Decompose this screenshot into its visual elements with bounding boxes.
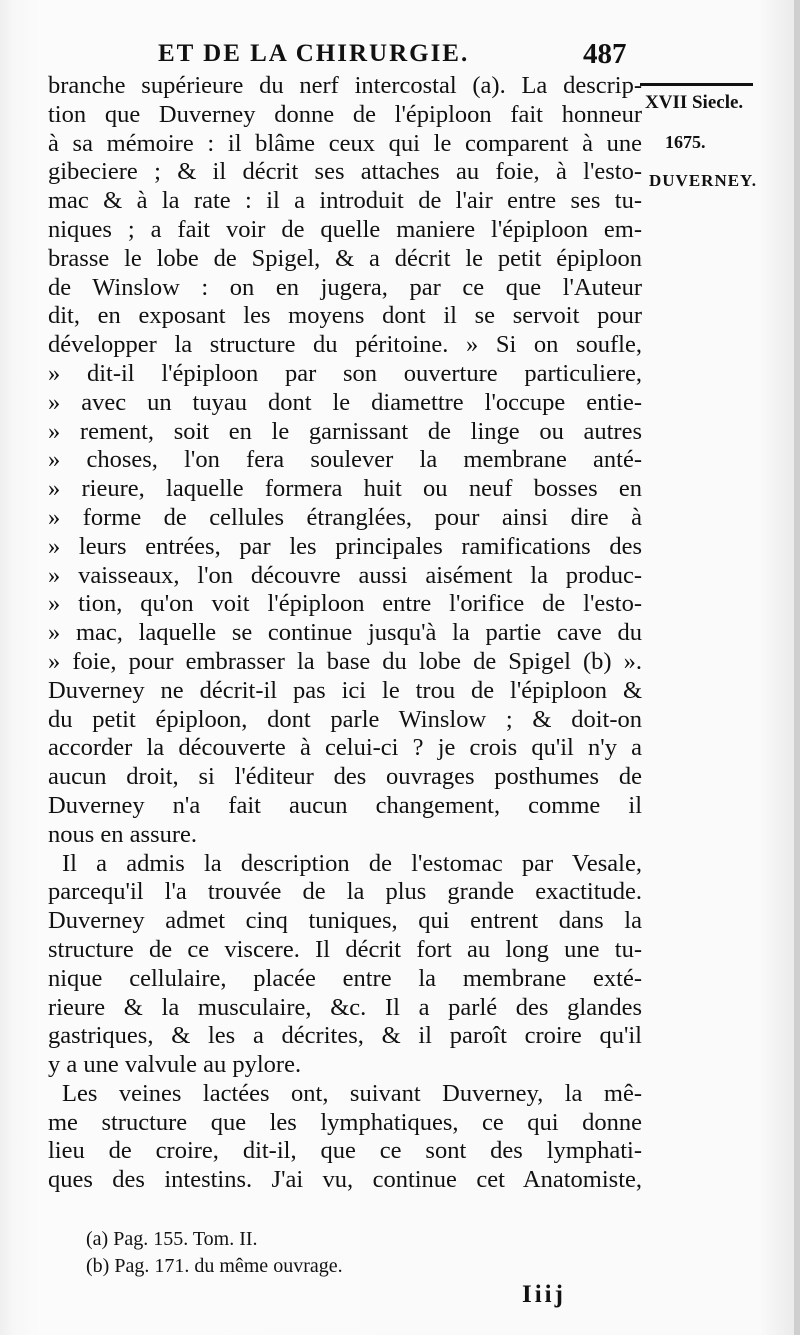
text-line: gibeciere ; & il décrit ses attaches au foie, à l'esto- (48, 158, 642, 186)
text-line: Duverney ne décrit-il pas ici le trou de l'épiploon & (48, 676, 642, 704)
text-line: Il a admis la description de l'estomac par Vesale, (62, 849, 642, 877)
text-line: » vaisseaux, l'on découvre aussi aisément la produc- (48, 561, 642, 589)
text-line: lieu de croire, dit-il, que ce sont des lymphati- (48, 1137, 642, 1165)
text-line: nous en assure. (48, 820, 198, 848)
margin-note-name: DUVERNEY. (649, 170, 758, 190)
footnotes (86, 1226, 586, 1280)
text-line: » rement, soit en le garnissant de linge ou autres (48, 417, 642, 445)
text-line: Les veines lactées ont, suivant Duverney, la mê- (62, 1079, 642, 1107)
text-line: » avec un tuyau dont le diamettre l'occupe entie- (48, 388, 642, 416)
footnote-b: (b) Pag. 171. du même ouvrage. (86, 1255, 343, 1277)
text-line: dit, en exposant les moyens dont il se servoit pour (48, 302, 642, 330)
text-line: du petit épiploon, dont parle Winslow ; & doit-on (48, 705, 642, 733)
signature-mark: Iiij (522, 1281, 566, 1308)
text-line: développer la structure du péritoine. » Si on soufle, (48, 331, 642, 359)
text-line: » tion, qu'on voit l'épiploon entre l'orifice de l'esto- (48, 590, 642, 618)
body-text (48, 72, 642, 1195)
margin-note-year: 1675. (665, 131, 706, 152)
page-number: 487 (583, 38, 627, 70)
text-line: y a une valvule au pylore. (48, 1051, 302, 1079)
text-line: nique cellulaire, placée entre la membrane exté- (48, 964, 642, 992)
text-line: brasse le lobe de Spigel, & a décrit le petit épiploon (48, 244, 642, 272)
text-line: rieure & la musculaire, &c. Il a parlé des glandes (48, 993, 642, 1021)
text-line: » choses, l'on fera soulever la membrane anté- (48, 446, 642, 474)
text-line: » mac, laquelle se continue jusqu'à la partie cave du (48, 619, 642, 647)
footnote-a: (a) Pag. 155. Tom. II. (86, 1228, 258, 1250)
text-line: de Winslow : on en jugera, par ce que l'Auteur (48, 273, 642, 301)
margin-rule (640, 83, 753, 86)
text-line: » leurs entrées, par les principales ramifications des (48, 532, 642, 560)
text-line: Duverney n'a fait aucun changement, comme il (48, 791, 642, 819)
text-line: Duverney admet cinq tuniques, qui entrent dans la (48, 907, 642, 935)
page-edge (794, 0, 800, 1335)
running-head: ET DE LA CHIRURGIE. (158, 40, 470, 67)
text-line: accorder la découverte à celui-ci ? je crois qu'il n'y a (48, 734, 642, 762)
text-line: » forme de cellules étranglées, pour ainsi dire à (48, 503, 642, 531)
margin-notes (645, 92, 775, 190)
text-line: » dit-il l'épiploon par son ouverture particuliere, (48, 359, 642, 387)
text-line: à sa mémoire : il blâme ceux qui le comparent à une (48, 129, 642, 157)
text-line: ques des intestins. J'ai vu, continue cet Anatomiste, (48, 1166, 642, 1194)
text-line: » rieure, laquelle formera huit ou neuf bosses en (48, 475, 642, 503)
text-line: mac & à la rate : il a introduit de l'air entre ses tu- (48, 187, 642, 215)
text-line: tion que Duverney donne de l'épiploon fait honneur (48, 100, 642, 128)
text-line: structure de ce viscere. Il décrit fort au long une tu- (48, 935, 642, 963)
text-line: niques ; a fait voir de quelle maniere l'épiploon em- (48, 215, 642, 243)
text-line: parcequ'il l'a trouvée de la plus grande exactitude. (48, 878, 642, 906)
text-line: aucun droit, si l'éditeur des ouvrages posthumes de (48, 763, 642, 791)
text-line: » foie, pour embrasser la base du lobe de Spigel (b) ». (48, 647, 642, 675)
text-line: branche supérieure du nerf intercostal (a). La descrip- (48, 72, 642, 99)
text-line: gastriques, & les a décrites, & il paroît croire qu'il (48, 1022, 642, 1050)
text-line: me structure que les lymphatiques, ce qui donne (48, 1108, 642, 1136)
margin-note-century: XVII Siecle. (645, 92, 744, 113)
